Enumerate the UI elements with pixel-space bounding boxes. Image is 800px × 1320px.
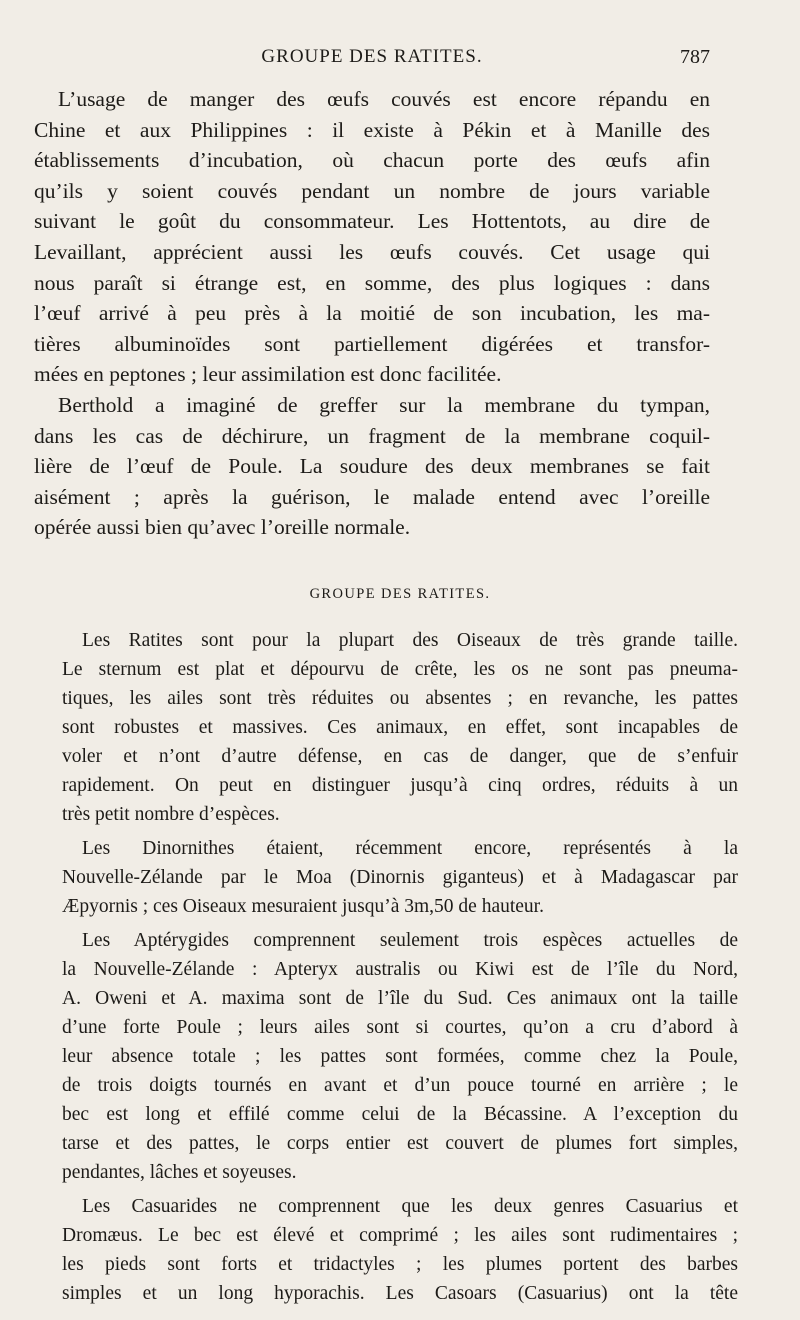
paragraph-incubation — [0, 84, 800, 390]
paragraph-casuarides — [0, 1192, 800, 1308]
body-text-bottom — [0, 626, 800, 1308]
paragraph-apterygides — [0, 926, 800, 1187]
paragraph-ratites — [0, 626, 800, 829]
running-title: GROUPE DES RATITES. — [261, 46, 483, 67]
text-line: suivant le goût du consommateur. Les Hottentots, au dire de — [34, 209, 710, 234]
text-line: Les Aptérygides comprennent seulement trois espèces actuelles de — [82, 930, 738, 951]
text-line: de trois doigts tournés en avant et d’un pouce tourné en arrière ; le — [62, 1075, 738, 1096]
page-header — [34, 46, 710, 76]
text-line: L’usage de manger des œufs couvés est encore répandu en — [58, 87, 710, 111]
text-line: Les Casuarides ne comprennent que les deux genres Casuarius et — [82, 1196, 738, 1217]
paragraph-berthold — [0, 390, 800, 543]
text-line: tières albuminoïdes sont partiellement digérées et transfor- — [34, 331, 710, 356]
text-line: qu’ils y soient couvés pendant un nombre de jours variable — [34, 178, 710, 203]
text-line: aisément ; après la guérison, le malade entend avec l’oreille — [34, 484, 710, 509]
text-line: l’œuf arrivé à peu près à la moitié de son incubation, les ma- — [34, 301, 710, 326]
text-line: dans les cas de déchirure, un fragment de la membrane coquil- — [34, 423, 710, 448]
text-line: lière de l’œuf de Poule. La soudure des deux membranes se fait — [34, 454, 710, 479]
text-line: tarse et des pattes, le corps entier est couvert de plumes fort simples, — [62, 1133, 738, 1154]
text-line: établissements d’incubation, où chacun porte des œufs afin — [34, 148, 710, 173]
text-line: très petit nombre d’espèces. — [62, 804, 280, 825]
text-line: leur absence totale ; les pattes sont formées, comme chez la Poule, — [62, 1046, 738, 1067]
text-line: sont robustes et massives. Ces animaux, en effet, sont incapables de — [62, 717, 738, 738]
text-line: opérée aussi bien qu’avec l’oreille normale. — [34, 515, 411, 540]
text-line: bec est long et effilé comme celui de la Bécassine. A l’exception du — [62, 1104, 738, 1125]
text-line: Nouvelle-Zélande par le Moa (Dinornis giganteus) et à Madagascar par — [62, 867, 738, 888]
text-line: tiques, les ailes sont très réduites ou absentes ; en revanche, les pattes — [62, 688, 738, 709]
text-line: Les Ratites sont pour la plupart des Oiseaux de très grande taille. — [82, 630, 738, 651]
text-line: Dromæus. Le bec est élevé et comprimé ; les ailes sont rudimentaires ; — [62, 1225, 738, 1246]
text-line: voler et n’ont d’autre défense, en cas de danger, que de s’enfuir — [62, 746, 738, 767]
text-line: rapidement. On peut en distinguer jusqu’à cinq ordres, réduits à un — [62, 775, 738, 796]
text-line: Levaillant, apprécient aussi les œufs couvés. Cet usage qui — [34, 239, 710, 264]
text-line: simples et un long hyporachis. Les Casoars (Casuarius) ont la tête — [62, 1283, 738, 1304]
text-line: nous paraît si étrange est, en somme, des plus logiques : dans — [34, 270, 710, 295]
section-heading: GROUPE DES RATITES. — [309, 586, 491, 602]
text-line: Berthold a imaginé de greffer sur la membrane du tympan, — [58, 392, 710, 417]
text-line: la Nouvelle-Zélande : Apteryx australis ou Kiwi est de l’île du Nord, — [62, 959, 738, 980]
body-text-top — [0, 84, 800, 543]
page-number: 787 — [680, 46, 710, 68]
text-line: d’une forte Poule ; leurs ailes sont si courtes, qu’on a cru d’abord à — [62, 1017, 738, 1038]
text-line: mées en peptones ; leur assimilation est donc facilitée. — [34, 362, 502, 387]
text-line: pendantes, lâches et soyeuses. — [62, 1162, 297, 1183]
text-line: Les Dinornithes étaient, récemment encore, représentés à la — [82, 838, 738, 859]
text-line: les pieds sont forts et tridactyles ; les plumes portent des barbes — [62, 1254, 738, 1275]
text-line: Chine et aux Philippines : il existe à Pékin et à Manille des — [34, 117, 710, 142]
text-line: Le sternum est plat et dépourvu de crête, les os ne sont pas pneuma- — [62, 659, 738, 680]
text-line: A. Oweni et A. maxima sont de l’île du Sud. Ces animaux ont la taille — [62, 988, 738, 1009]
text-line: Æpyornis ; ces Oiseaux mesuraient jusqu’à 3m,50 de hauteur. — [62, 896, 544, 917]
paragraph-dinornithes — [0, 834, 800, 921]
